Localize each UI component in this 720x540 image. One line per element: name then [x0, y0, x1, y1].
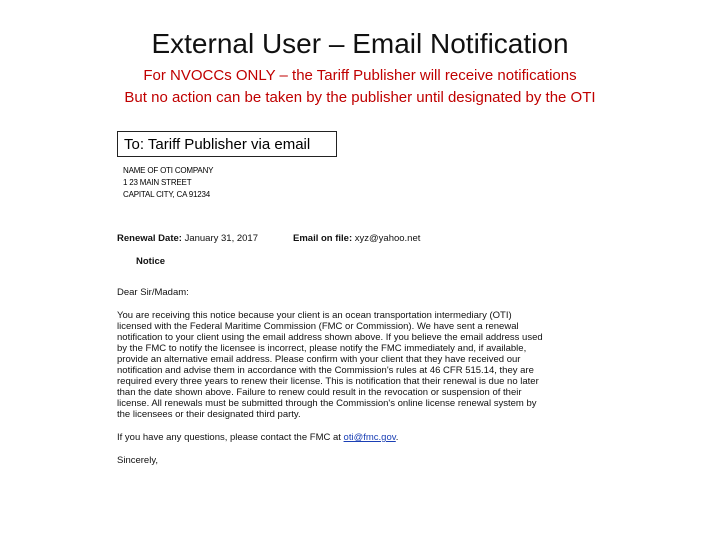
notice-letter: [117, 233, 543, 466]
renewal-date-value: January 31, 2017: [181, 233, 258, 244]
body-line: license. All renewals must be submitted through the Commission's online license renewal system by: [117, 398, 537, 409]
body-line: You are receiving this notice because your client is an ocean transportation intermediary (OTI): [117, 310, 512, 321]
body-line: licensed with the Federal Maritime Commission (FMC or Commission). We have sent a renewal: [117, 321, 519, 332]
contact-line: [117, 432, 437, 443]
subtitle-line-1: For NVOCCs ONLY – the Tariff Publisher will receive notifications: [143, 67, 577, 84]
contact-email-link[interactable]: oti@fmc.gov: [343, 432, 396, 443]
address-city: CAPITAL CITY, CA 91234: [123, 190, 211, 199]
renewal-date-field: [117, 233, 293, 244]
subtitle-line-2: But no action can be taken by the publisher until designated by the OTI: [124, 89, 596, 106]
letter-body: [117, 310, 543, 420]
body-line: provide an alternative email address. Please confirm with your client that they have received our: [117, 354, 521, 365]
notice-heading: Notice: [136, 256, 166, 267]
email-on-file-label: Email on file:: [293, 233, 353, 244]
body-line: than the date shown above. Failure to renew could result in the revocation or suspension of their: [117, 387, 522, 398]
body-line: notification and advise them in accordance with the Commission's rules at 46 CFR 515.14, they are: [117, 365, 534, 376]
body-line: by the FMC to notify the licensee is incorrect, please notify the FMC immediately and, if available,: [117, 343, 527, 354]
contact-end: .: [395, 432, 399, 443]
closing: Sincerely,: [117, 455, 159, 466]
contact-text: If you have any questions, please contact the FMC at: [117, 432, 344, 443]
greeting: Dear Sir/Madam:: [117, 287, 189, 298]
letter-header-row: [117, 233, 437, 244]
email-on-file-field: [293, 233, 420, 244]
slide-title: External User – Email Notification: [151, 28, 569, 59]
address-block: [123, 165, 213, 201]
to-tariff-publisher-box: To: Tariff Publisher via email: [117, 131, 337, 157]
renewal-date-label: Renewal Date:: [117, 233, 182, 244]
address-company: NAME OF OTI COMPANY: [123, 166, 214, 175]
address-street: 1 23 MAIN STREET: [123, 178, 192, 187]
body-line: notification to your client using the email address shown above. If you believe the email address used: [117, 332, 543, 343]
email-on-file-value: xyz@yahoo.net: [352, 233, 421, 244]
body-line: the licensees or their designated third party.: [117, 409, 301, 420]
body-line: required every three years to renew their license. This is notification that their renewal is due no later: [117, 376, 539, 387]
